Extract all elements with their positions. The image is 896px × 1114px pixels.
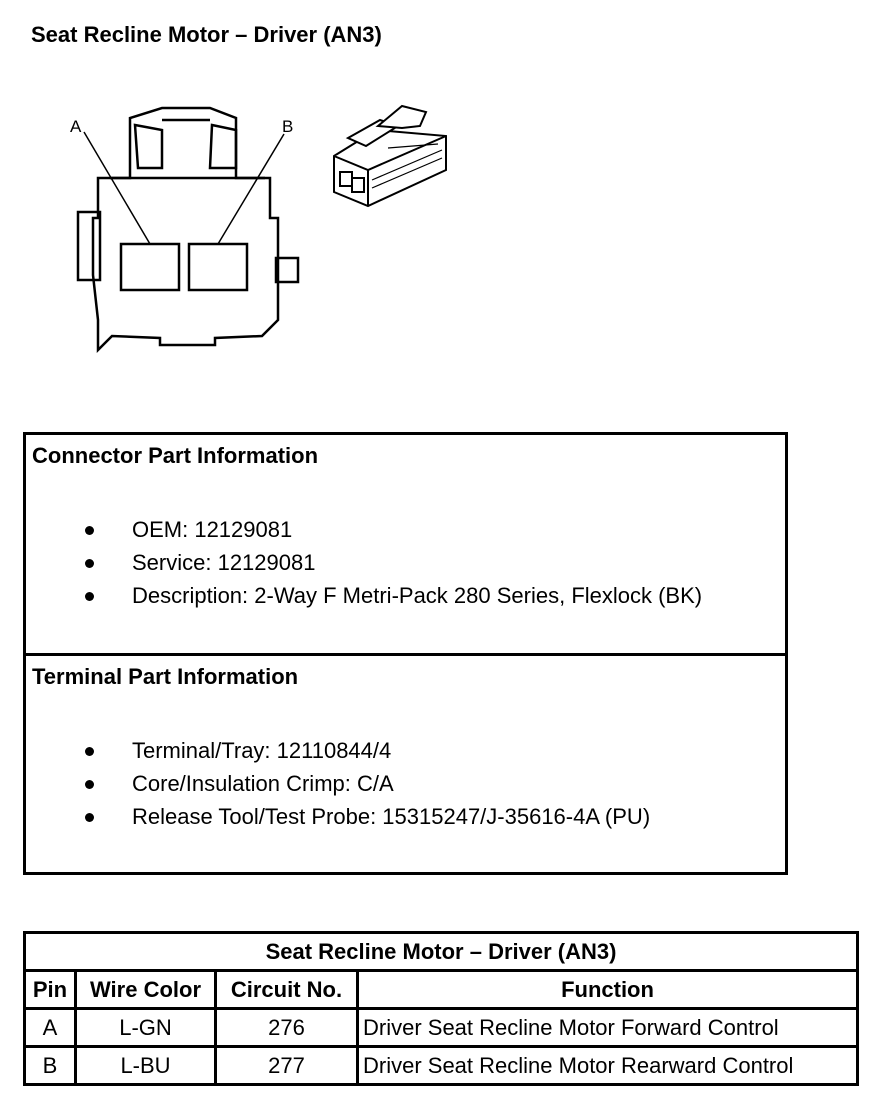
table-row — [25, 1009, 858, 1047]
cell-pin: B — [25, 1047, 76, 1085]
connector-isometric-image — [328, 98, 453, 210]
column-header-circuit-no: Circuit No. — [216, 971, 358, 1009]
bullet-icon — [85, 559, 94, 568]
bullet-icon — [85, 813, 94, 822]
connector-face-diagram — [60, 95, 320, 355]
table-header-row — [25, 971, 858, 1009]
column-header-wire-color: Wire Color — [76, 971, 216, 1009]
cell-function: Driver Seat Recline Motor Rearward Control — [358, 1047, 858, 1085]
connector-info-heading: Connector Part Information — [32, 443, 319, 468]
table-row — [25, 1047, 858, 1085]
column-header-function: Function — [358, 971, 858, 1009]
cell-function: Driver Seat Recline Motor Forward Control — [358, 1009, 858, 1047]
table-caption-row — [25, 933, 858, 971]
column-header-pin: Pin — [25, 971, 76, 1009]
connector-part-info: Connector Part Information OEM: 12129081 Service: 12129081 Description: 2-Way F Metri-Pack 280 Series, Flexlock (BK) — [26, 435, 785, 656]
table-caption: Seat Recline Motor – Driver (AN3) — [25, 933, 858, 971]
bullet-icon — [85, 592, 94, 601]
terminal-part-info: Terminal Part Information Terminal/Tray: 12110844/4 Core/Insulation Crimp: C/A Release Tool/Test Probe: 15315247/J-35616-4A (PU) — [32, 664, 651, 829]
pin-label-b: B — [282, 117, 294, 136]
terminal-info-heading: Terminal Part Information — [32, 664, 299, 689]
cell-circuit-no: 277 — [216, 1047, 358, 1085]
pin-label-a: A — [70, 117, 82, 136]
page-title: Seat Recline Motor – Driver (AN3) — [31, 22, 382, 47]
cell-circuit-no: 276 — [216, 1009, 358, 1047]
part-info-box — [23, 432, 788, 875]
cell-pin: A — [25, 1009, 76, 1047]
pin-table — [23, 931, 859, 1086]
bullet-icon — [85, 526, 94, 535]
cell-wire-color: L-BU — [76, 1047, 216, 1085]
cell-wire-color: L-GN — [76, 1009, 216, 1047]
bullet-icon — [85, 780, 94, 789]
bullet-icon — [85, 747, 94, 756]
